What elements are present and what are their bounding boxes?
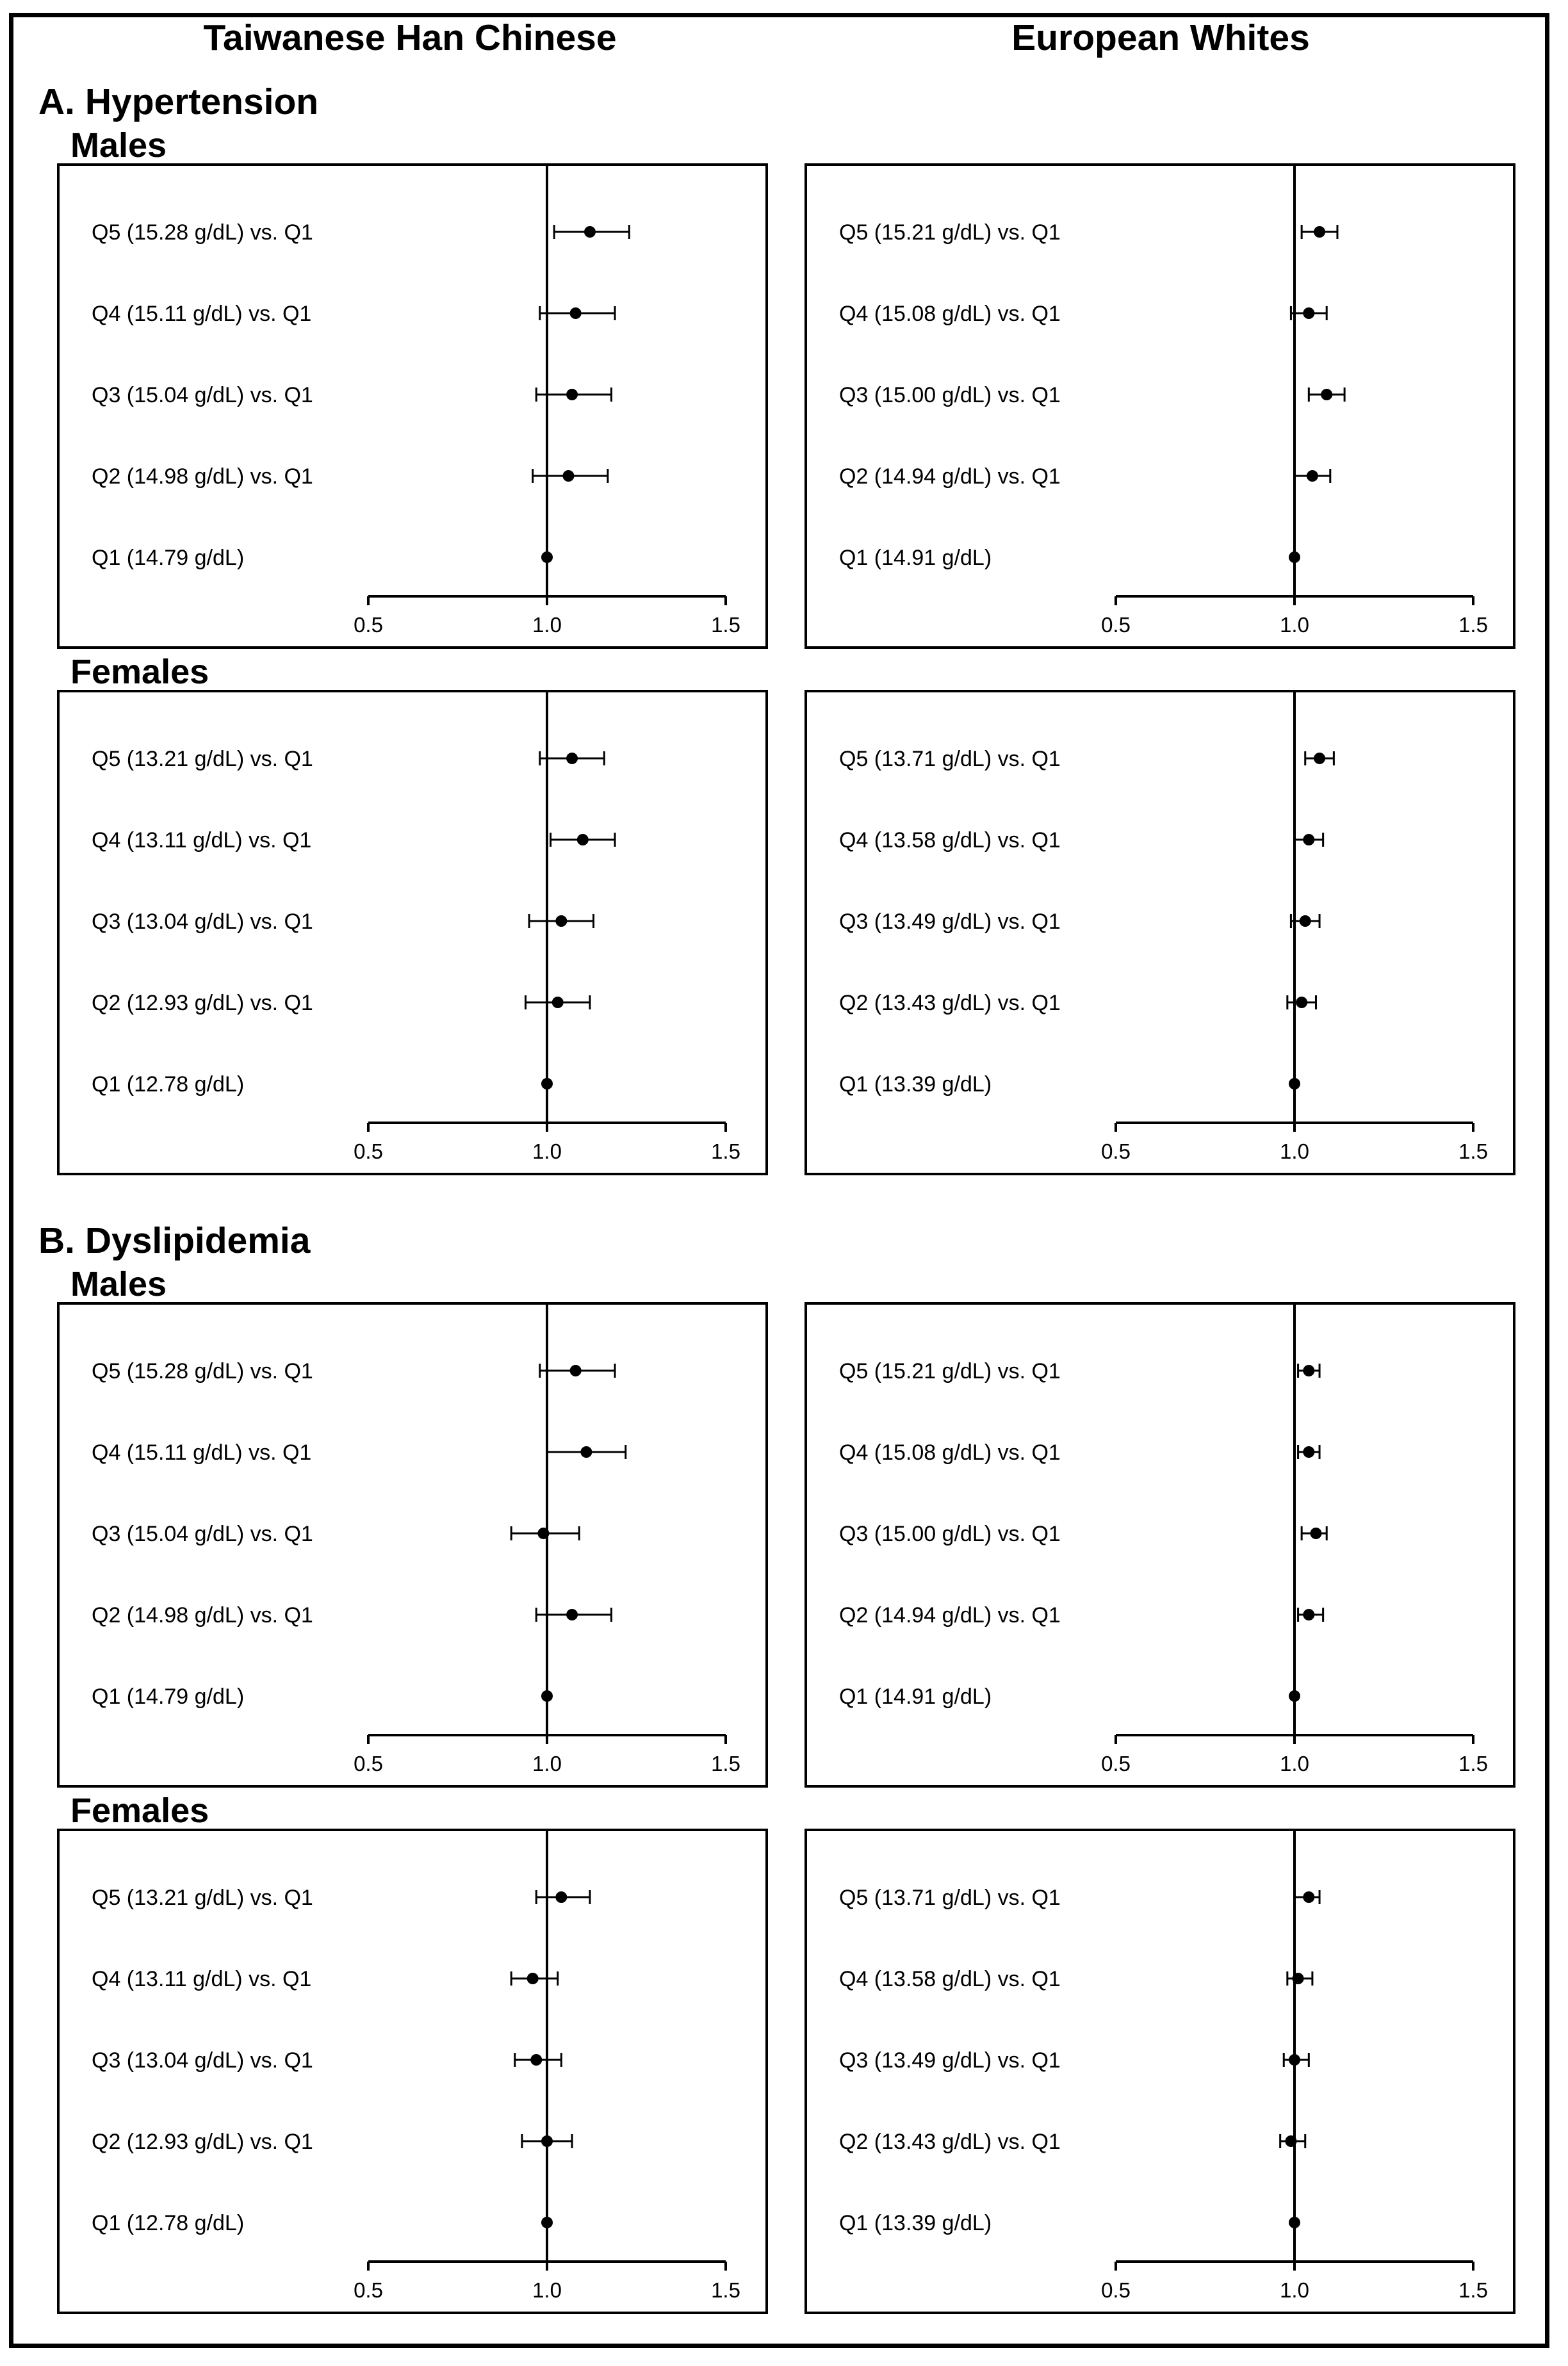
x-axis-tick-label: 0.5 — [354, 1139, 383, 1163]
row-label: Q3 (15.04 g/dL) vs. Q1 — [92, 1522, 313, 1546]
x-axis-tick-label: 1.0 — [1280, 613, 1309, 637]
row-label: Q4 (15.08 g/dL) vs. Q1 — [839, 302, 1061, 326]
x-axis-tick-label: 0.5 — [1101, 2278, 1131, 2302]
row-label: Q2 (12.93 g/dL) vs. Q1 — [92, 991, 313, 1015]
x-axis-tick-label: 0.5 — [1101, 1752, 1131, 1775]
point-estimate — [1314, 753, 1325, 764]
row-label: Q3 (15.04 g/dL) vs. Q1 — [92, 383, 313, 407]
x-axis-tick-label: 1.0 — [1280, 2278, 1309, 2302]
column-header-european: European Whites — [1011, 17, 1310, 58]
row-label: Q2 (12.93 g/dL) vs. Q1 — [92, 2130, 313, 2154]
point-estimate — [1303, 1446, 1314, 1458]
forest-plot-panel — [57, 1302, 768, 1788]
forest-plot-svg — [60, 1305, 771, 1790]
section-title-dyslipidemia: B. Dyslipidemia — [38, 1220, 311, 1261]
forest-plot-panel — [804, 163, 1515, 649]
point-estimate — [570, 1365, 582, 1376]
x-axis-tick-label: 1.5 — [711, 613, 740, 637]
point-estimate — [541, 2217, 553, 2228]
forest-plot-svg — [807, 166, 1518, 651]
x-axis-tick-label: 1.0 — [532, 613, 562, 637]
point-estimate — [1293, 1973, 1304, 1984]
point-estimate — [1289, 1078, 1300, 1089]
forest-plot-svg — [60, 692, 771, 1178]
forest-plot-svg — [60, 1831, 771, 2317]
forest-plot-svg — [60, 166, 771, 651]
x-axis-tick-label: 0.5 — [354, 613, 383, 637]
row-label: Q4 (13.11 g/dL) vs. Q1 — [92, 1967, 312, 1991]
group-title-females: Females — [70, 653, 209, 691]
point-estimate — [1289, 2217, 1300, 2228]
row-label: Q4 (13.58 g/dL) vs. Q1 — [839, 828, 1061, 853]
x-axis-tick-label: 0.5 — [1101, 1139, 1131, 1163]
row-label: Q2 (13.43 g/dL) vs. Q1 — [839, 2130, 1061, 2154]
point-estimate — [555, 1891, 567, 1903]
point-estimate — [566, 389, 578, 400]
row-label: Q4 (15.08 g/dL) vs. Q1 — [839, 1440, 1061, 1465]
row-label: Q3 (13.04 g/dL) vs. Q1 — [92, 2048, 313, 2073]
forest-plot-panel — [804, 1302, 1515, 1788]
row-label: Q1 (13.39 g/dL) — [839, 2211, 992, 2235]
group-title-males: Males — [70, 126, 167, 165]
column-header-taiwanese: Taiwanese Han Chinese — [203, 17, 617, 58]
point-estimate — [541, 1690, 553, 1702]
point-estimate — [530, 2054, 542, 2066]
row-label: Q3 (13.49 g/dL) vs. Q1 — [839, 910, 1061, 934]
point-estimate — [1285, 2135, 1296, 2147]
x-axis-tick-label: 1.5 — [1458, 1752, 1488, 1775]
point-estimate — [566, 1609, 578, 1620]
forest-plot-panel — [57, 1829, 768, 2314]
row-label: Q1 (14.79 g/dL) — [92, 1685, 245, 1709]
row-label: Q2 (13.43 g/dL) vs. Q1 — [839, 991, 1061, 1015]
point-estimate — [555, 915, 567, 927]
point-estimate — [552, 997, 564, 1008]
point-estimate — [577, 834, 589, 845]
forest-plot-panel — [804, 1829, 1515, 2314]
point-estimate — [580, 1446, 592, 1458]
row-label: Q4 (15.11 g/dL) vs. Q1 — [92, 1440, 312, 1465]
point-estimate — [541, 551, 553, 563]
x-axis-tick-label: 1.5 — [1458, 1139, 1488, 1163]
x-axis-tick-label: 1.5 — [711, 1752, 740, 1775]
point-estimate — [570, 307, 582, 319]
row-label: Q2 (14.98 g/dL) vs. Q1 — [92, 1603, 313, 1628]
point-estimate — [1289, 1690, 1300, 1702]
x-axis-tick-label: 1.0 — [532, 1752, 562, 1775]
row-label: Q5 (13.71 g/dL) vs. Q1 — [839, 747, 1061, 771]
x-axis-tick-label: 1.5 — [1458, 613, 1488, 637]
x-axis-tick-label: 1.5 — [711, 1139, 740, 1163]
x-axis-tick-label: 1.0 — [1280, 1752, 1309, 1775]
point-estimate — [541, 2135, 553, 2147]
row-label: Q5 (13.71 g/dL) vs. Q1 — [839, 1886, 1061, 1910]
point-estimate — [1289, 551, 1300, 563]
row-label: Q5 (15.21 g/dL) vs. Q1 — [839, 1359, 1061, 1383]
forest-plot-svg — [807, 692, 1518, 1178]
row-label: Q1 (14.79 g/dL) — [92, 546, 245, 570]
group-title-males: Males — [70, 1265, 167, 1303]
point-estimate — [1303, 834, 1314, 845]
forest-plot-panel — [804, 690, 1515, 1175]
row-label: Q2 (14.94 g/dL) vs. Q1 — [839, 1603, 1061, 1628]
forest-plot-svg — [807, 1305, 1518, 1790]
row-label: Q5 (15.28 g/dL) vs. Q1 — [92, 1359, 313, 1383]
point-estimate — [1296, 997, 1307, 1008]
row-label: Q5 (15.21 g/dL) vs. Q1 — [839, 220, 1061, 245]
row-label: Q1 (14.91 g/dL) — [839, 1685, 992, 1709]
row-label: Q2 (14.98 g/dL) vs. Q1 — [92, 464, 313, 489]
x-axis-tick-label: 1.0 — [1280, 1139, 1309, 1163]
point-estimate — [1300, 915, 1311, 927]
forest-plot-panel — [57, 690, 768, 1175]
row-label: Q5 (15.28 g/dL) vs. Q1 — [92, 220, 313, 245]
row-label: Q1 (12.78 g/dL) — [92, 2211, 245, 2235]
x-axis-tick-label: 1.5 — [711, 2278, 740, 2302]
point-estimate — [562, 470, 574, 482]
row-label: Q5 (13.21 g/dL) vs. Q1 — [92, 747, 313, 771]
point-estimate — [1303, 1891, 1314, 1903]
point-estimate — [1310, 1528, 1321, 1539]
section-title-hypertension: A. Hypertension — [38, 81, 319, 122]
row-label: Q1 (12.78 g/dL) — [92, 1072, 245, 1097]
point-estimate — [1314, 226, 1325, 238]
x-axis-tick-label: 0.5 — [1101, 613, 1131, 637]
row-label: Q3 (15.00 g/dL) vs. Q1 — [839, 383, 1061, 407]
point-estimate — [1303, 1609, 1314, 1620]
point-estimate — [541, 1078, 553, 1089]
point-estimate — [584, 226, 596, 238]
row-label: Q3 (15.00 g/dL) vs. Q1 — [839, 1522, 1061, 1546]
point-estimate — [566, 753, 578, 764]
x-axis-tick-label: 0.5 — [354, 2278, 383, 2302]
forest-plot-svg — [807, 1831, 1518, 2317]
point-estimate — [1307, 470, 1318, 482]
x-axis-tick-label: 0.5 — [354, 1752, 383, 1775]
point-estimate — [1289, 2054, 1300, 2066]
group-title-females: Females — [70, 1791, 209, 1830]
row-label: Q4 (13.58 g/dL) vs. Q1 — [839, 1967, 1061, 1991]
row-label: Q2 (14.94 g/dL) vs. Q1 — [839, 464, 1061, 489]
x-axis-tick-label: 1.5 — [1458, 2278, 1488, 2302]
point-estimate — [1303, 307, 1314, 319]
point-estimate — [537, 1528, 549, 1539]
row-label: Q1 (13.39 g/dL) — [839, 1072, 992, 1097]
row-label: Q4 (15.11 g/dL) vs. Q1 — [92, 302, 312, 326]
x-axis-tick-label: 1.0 — [532, 1139, 562, 1163]
x-axis-tick-label: 1.0 — [532, 2278, 562, 2302]
row-label: Q3 (13.04 g/dL) vs. Q1 — [92, 910, 313, 934]
point-estimate — [527, 1973, 539, 1984]
point-estimate — [1321, 389, 1332, 400]
forest-plot-panel — [57, 163, 768, 649]
row-label: Q4 (13.11 g/dL) vs. Q1 — [92, 828, 312, 853]
row-label: Q5 (13.21 g/dL) vs. Q1 — [92, 1886, 313, 1910]
row-label: Q3 (13.49 g/dL) vs. Q1 — [839, 2048, 1061, 2073]
row-label: Q1 (14.91 g/dL) — [839, 546, 992, 570]
point-estimate — [1303, 1365, 1314, 1376]
